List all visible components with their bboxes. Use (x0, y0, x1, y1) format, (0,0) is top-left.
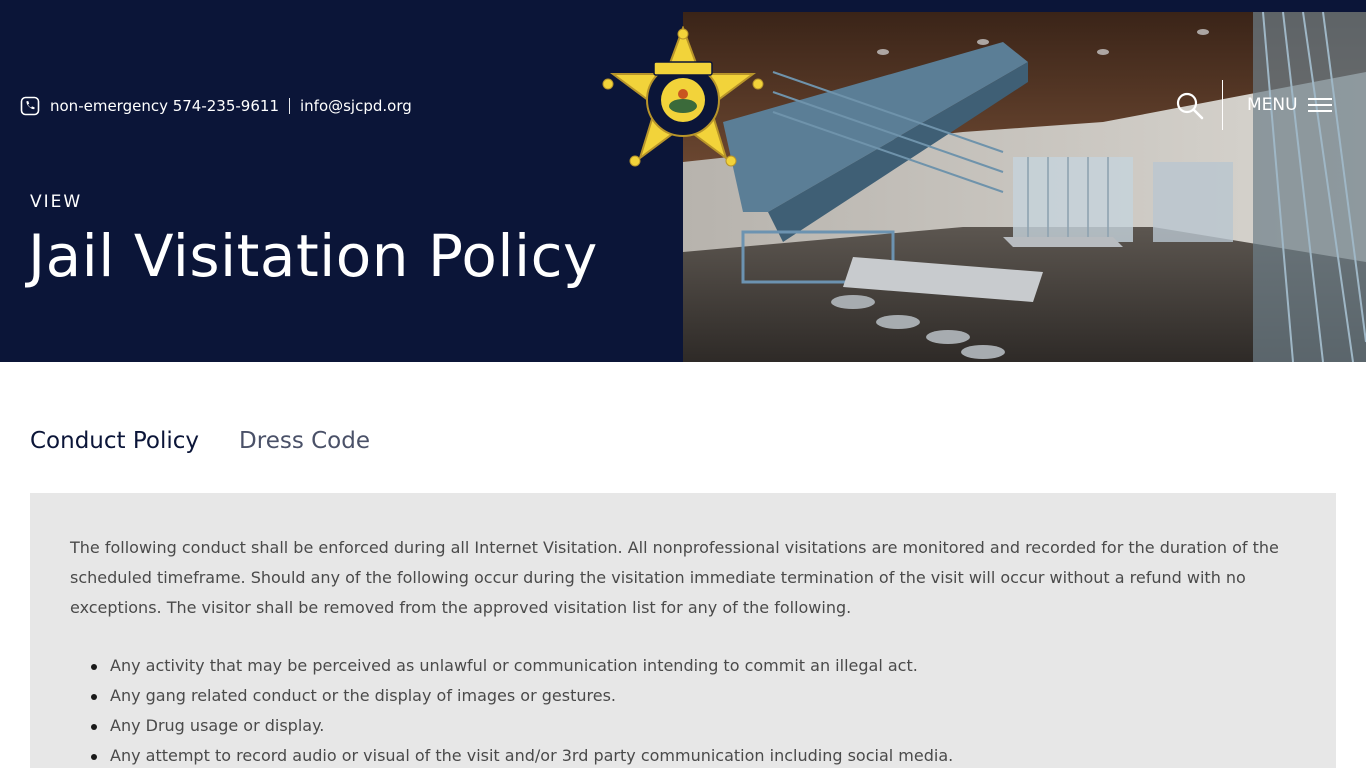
tab-conduct-policy[interactable]: Conduct Policy (30, 428, 200, 454)
page-title: Jail Visitation Policy (28, 222, 598, 290)
list-item: Any Drug usage or display. (70, 711, 1296, 741)
phone-icon (20, 96, 40, 116)
conduct-intro: The following conduct shall be enforced during all Internet Visitation. All nonprofessional visitations are monitored and recorded for the duration of the scheduled timeframe. Should any of the following occur during the visitation immediate termination of the visit will occur without a refund with no exceptions. The visitor shall be removed from the approved visitation list for any of the following. (70, 538, 1279, 617)
conduct-rules-list (70, 651, 1296, 768)
email-link[interactable]: info@sjcpd.org (299, 97, 412, 115)
hero-eyebrow: VIEW (30, 192, 83, 212)
jail-interior-photo (683, 12, 1366, 362)
contact-divider (289, 98, 290, 114)
list-item: Any activity that may be perceived as unlawful or communication intending to commit an illegal act. (70, 651, 1296, 681)
hero-title-area (0, 0, 683, 362)
hero-banner (0, 0, 1366, 362)
contact-bar (20, 94, 412, 118)
list-item: Any gang related conduct or the display of images or gestures. (70, 681, 1296, 711)
search-icon (1174, 90, 1206, 122)
search-button[interactable] (1174, 90, 1206, 122)
header-divider (1222, 80, 1223, 130)
menu-label: MENU (1247, 95, 1298, 115)
menu-button[interactable] (1247, 93, 1332, 117)
phone-link[interactable]: non-emergency 574-235-9611 (50, 97, 279, 115)
policy-tabs (30, 428, 410, 454)
tab-dress-code[interactable]: Dress Code (239, 428, 371, 454)
hamburger-icon (1308, 98, 1332, 112)
header-top-strip (683, 0, 1366, 12)
sheriff-badge-logo[interactable] (598, 26, 768, 171)
conduct-policy-panel (30, 493, 1336, 768)
list-item: Any attempt to record audio or visual of the visit and/or 3rd party communication including social media. (70, 741, 1296, 768)
